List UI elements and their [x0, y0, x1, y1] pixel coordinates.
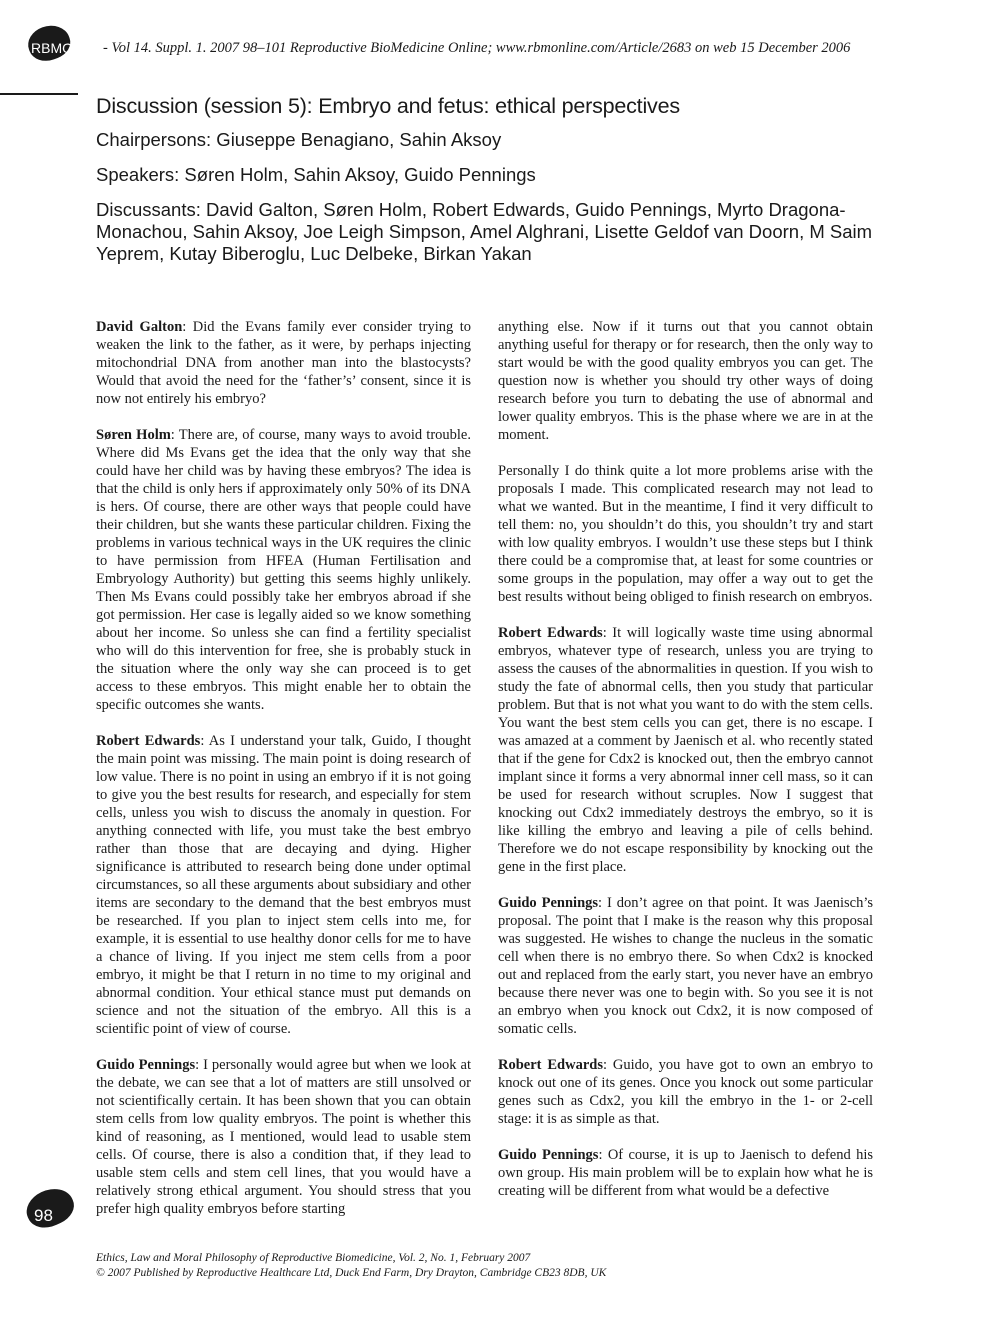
- speaker-name: Robert Edwards: [96, 733, 201, 749]
- paragraph: [96, 1056, 471, 1218]
- header-rule: [0, 93, 78, 95]
- paragraph: [96, 732, 471, 1038]
- right-column: [498, 318, 873, 1218]
- paragraph: [498, 894, 873, 1038]
- paragraph-text: : It will logically waste time using abnormal embryos, whatever type of research, unless you are trying to assess the causes of the abnormalities in question. If you wish to study the fate of abnormal cells, then you study that particular problem. But that is not what you want to do with the stem cells. You want the best stem cells you can get, there is no escape. I was amazed at a comment by Jaenisch et al. who recently stated that if the gene for Cdx2 is knocked out, then the embryo cannot implant since it forms a very abnormal inner cell mass, so it can be used for research without scruples. Now I suggest that knocking out Cdx2 immediately destroys the embryo, so it is like killing the embryo and leaving a pile of cells behind. Therefore we do not escape responsibility by knocking out the gene in the first place.: [498, 625, 873, 875]
- paragraph: [498, 318, 873, 444]
- speaker-name: Robert Edwards: [498, 1057, 603, 1073]
- chairpersons: Chairpersons: Giuseppe Benagiano, Sahin Aksoy: [96, 129, 502, 150]
- paragraph-text: : As I understand your talk, Guido, I thought the main point was missing. The main point is doing research of low value. There is no point in using an embryo if it is not going to give you the best results for research, and especially for stem cells, unless you wish to discuss the anomaly in question. For anything connected with life, you must take the best embryo rather than those that are decaying and dying. Higher significance is attributed to research being done under optimal circumstances, so all these arguments about subsidiary and other items are secondary to the demand that the best embryos must be researched. If you plan to inject stem cells into me, for example, it is essential to use healthy donor cells for me to have a chance of living. If you inject me stem cells from a poor embryo, it might be that I return in no time to my original and abnormal condition. Your ethical stance must put demands on science and not the situation of the embryo. All this is a scientific point of view of course.: [96, 733, 471, 1037]
- speaker-name: Søren Holm: [96, 427, 171, 443]
- speaker-name: Guido Pennings: [96, 1057, 196, 1073]
- paragraph-text: : Of course, it is up to Jaenisch to defend his own group. His main problem will be to explain how what he is creating will be different from what would be a defective: [498, 1147, 874, 1199]
- paragraph: [96, 426, 471, 714]
- footer-journal: Ethics, Law and Moral Philosophy of Reproductive Biomedicine, Vol. 2, No. 1, February 2007: [96, 1252, 531, 1264]
- speakers: Speakers: Søren Holm, Sahin Aksoy, Guido Pennings: [96, 164, 536, 185]
- left-column: [96, 318, 471, 1236]
- speaker-name: Guido Pennings: [498, 895, 599, 911]
- speaker-name: Robert Edwards: [498, 625, 603, 641]
- paragraph-text: Personally I do think quite a lot more problems arise with the proposals I made. This complicated research may not lead to what we wanted. But in the meantime, I find it very difficult to tell them: no, you shouldn’t do this, you shouldn’t try and start with low quality embryos. I wouldn’t use these steps but I think there could be a compromise that, at least for some countries or some groups in the population, may offer a way out to get the best results without being obliged to finish research on embryos.: [498, 463, 873, 605]
- discussants: Discussants: David Galton, Søren Holm, Robert Edwards, Guido Pennings, Myrto Dragona-Monachou, Sahin Aksoy, Joe Leigh Simpson, Amel Alghrani, Lisette Geldof van Doorn, M Saim Yeprem, Kutay Biberoglu, Luc Delbeke, Birkan Yakan: [96, 199, 873, 264]
- journal-logo: RBMOnline: [31, 40, 103, 56]
- paragraph: [498, 462, 873, 606]
- speaker-name: Guido Pennings: [498, 1147, 599, 1163]
- page-number: 98: [34, 1206, 53, 1225]
- paragraph-text: : Did the Evans family ever consider trying to weaken the link to the father, as it were, by perhaps injecting mitochondrial DNA from another man into the blastocysts? Would that avoid the need for the ‘father’s’ consent, since it is now not entirely his embryo?: [96, 319, 472, 407]
- heading-block: [96, 94, 916, 265]
- speaker-name: David Galton: [96, 319, 183, 335]
- paragraph: [498, 1056, 873, 1128]
- footer-copyright: © 2007 Published by Reproductive Healthcare Ltd, Duck End Farm, Dry Drayton, Cambridge CB23 8DB, UK: [96, 1267, 607, 1279]
- article-title: Discussion (session 5): Embryo and fetus: ethical perspectives: [96, 94, 680, 118]
- paragraph-text: : I personally would agree but when we look at the debate, we can see that a lot of matters are still unsolved or not scientifically certain. It has been shown that you can obtain stem cells from low quality embryos. The point is whether this kind of reasoning, as I mentioned, would lead to usable stem cells. Of course, there is also a condition that, if they lead to usable stem cells and stem cell lines, that you would have a relatively strong ethical argument. You should stress that you prefer high quality embryos before starting: [96, 1057, 472, 1217]
- paragraph-text: : Guido, you have got to own an embryo to knock out one of its genes. Once you knock out some particular genes such as Cdx2, you kill the embryo in the 1- or 2-cell stage: it is as simple as that.: [498, 1057, 874, 1127]
- footer: [96, 1251, 606, 1281]
- paragraph-text: : There are, of course, many ways to avoid trouble. Where did Ms Evans get the idea that the only way that she could have her child was by having these embryos? The idea is that the child is only hers if approximately only 50% of its DNA is hers. Of course, there are other ways that people could have their children, but she wants these particular children. Fixing the problems in various technical ways in the UK requires the clinic to have permission from HFEA (Human Fertilisation and Embryology Authority) but getting this seems highly unlikely. Then Ms Evans could possibly take her embryos abroad if she got permission. Her case is legally aided so we know something about her income. So unless she can find a fertility specialist who will do this intervention for free, she is probably stuck in the situation where the only way she can proceed is to get access to these embryos. This might enable her to obtain the specific outcomes she wants.: [96, 427, 471, 713]
- running-head: - Vol 14. Suppl. 1. 2007 98–101 Reproductive BioMedicine Online; www.rbmonline.com/Article/2683 on web 15 December 2006: [103, 40, 851, 56]
- paragraph: [96, 318, 471, 408]
- paragraph: [498, 624, 873, 876]
- paragraph: [498, 1146, 873, 1200]
- paragraph-text: anything else. Now if it turns out that you cannot obtain anything useful for therapy or for research, then the only way to start would be with the good quality embryos you can get. The question now is whether you should try other ways of doing research before you turn to debating the use of abnormal and lower quality embryos. This is the phase where we are in at the moment.: [498, 319, 873, 443]
- paragraph-text: : I don’t agree on that point. It was Jaenisch’s proposal. The point that I make is the reason why this proposal was suggested. He wishes to change the nucleus in the somatic cell when there is no embryo there. So when Cdx2 is knocked out and replaced from the early start, you never have an embryo because there never was one to begin with. So you see it is not an embryo when you knock out Cdx2, it is now composed of somatic cells.: [498, 895, 874, 1037]
